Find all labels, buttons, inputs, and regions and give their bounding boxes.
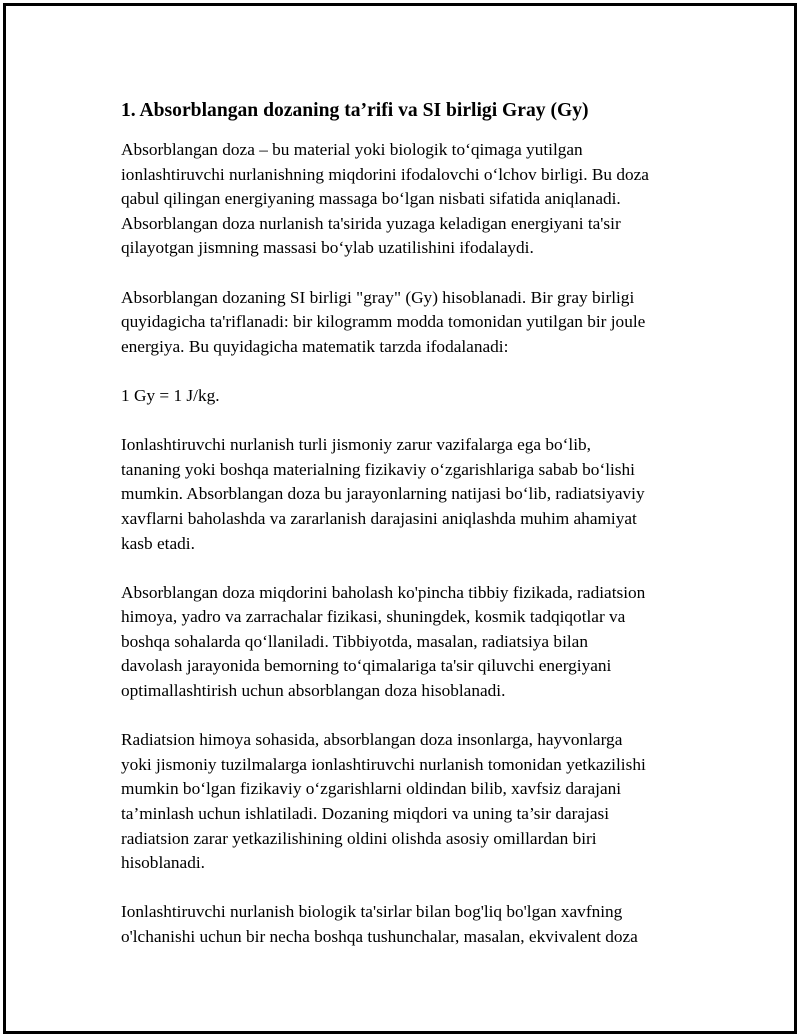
- text-line: Absorblangan doza miqdorini baholash ko'pincha tibbiy fizikada, radiatsion: [121, 582, 646, 602]
- text-line: ta’minlash uchun ishlatiladi. Dozaning miqdori va uning ta’sir darajasi: [121, 804, 610, 824]
- text-line: Absorblangan dozaning SI birligi "gray" (Gy) hisoblanadi. Bir gray birligi: [121, 287, 635, 307]
- text-line: Absorblangan doza – bu material yoki biologik to‘qimaga yutilgan: [121, 140, 583, 159]
- text-line: energiya. Bu quyidagicha matematik tarzda ifodalanadi:: [121, 336, 509, 356]
- text-line: o'lchanishi uchun bir necha boshqa tushunchalar, masalan, ekvivalent doza: [121, 927, 638, 946]
- text-line: yoki jismoniy tuzilmalarga ionlashtiruvchi nurlanish tomonidan yetkazilishi: [121, 754, 646, 774]
- text-line: xavflarni baholashda va zararlanish darajasini aniqlashda muhim ahamiyat: [121, 508, 637, 528]
- paragraph-applications: [121, 581, 691, 704]
- formula-line: 1 Gy = 1 J/kg.: [121, 385, 220, 405]
- text-line: optimallashtirish uchun absorblangan doza hisoblanadi.: [121, 681, 506, 701]
- text-line: hisoblanadi.: [121, 853, 205, 873]
- text-line: davolash jarayonida bemorning to‘qimalariga ta'sir qiluvchi energiyani: [121, 656, 612, 676]
- text-line: mumkin. Absorblangan doza bu jarayonlarning natijasi bo‘lib, radiatsiyaviy: [121, 484, 645, 504]
- text-line: Absorblangan doza nurlanish ta'sirida yuzaga keladigan energiyani ta'sir: [121, 213, 621, 233]
- paragraph-biological-effects: [121, 900, 691, 949]
- text-line: qilayotgan jismning massasi bo‘ylab uzatilishini ifodalaydi.: [121, 238, 534, 258]
- text-line: boshqa sohalarda qo‘llaniladi. Tibbiyotda, masalan, radiatsiya bilan: [121, 631, 588, 651]
- text-line: Ionlashtiruvchi nurlanish biologik ta'sirlar bilan bog'liq bo'lgan xavfning: [121, 902, 623, 922]
- paragraph-si-unit: [121, 286, 691, 360]
- text-line: kasb etadi.: [121, 533, 195, 553]
- text-line: ionlashtiruvchi nurlanishning miqdorini ifodalovchi o‘lchov birligi. Bu doza: [121, 164, 649, 184]
- text-line: tananing yoki boshqa materialning fizikaviy o‘zgarishlariga sabab bo‘lishi: [121, 459, 635, 479]
- section-heading: 1. Absorblangan dozaning ta’rifi va SI birligi Gray (Gy): [121, 100, 589, 121]
- paragraph-formula: [121, 384, 691, 409]
- text-line: qabul qilingan energiyaning massaga bo‘lgan nisbati sifatida aniqlanadi.: [121, 189, 621, 209]
- page-frame: [3, 3, 797, 1034]
- text-line: radiatsion zarar yetkazilishining oldini olishda asosiy omillardan biri: [121, 828, 597, 848]
- text-line: Ionlashtiruvchi nurlanish turli jismoniy zarur vazifalarga ega bo‘lib,: [121, 435, 591, 455]
- text-line: quyidagicha ta'riflanadi: bir kilogramm modda tomonidan yutilgan bir joule: [121, 312, 646, 332]
- text-line: Radiatsion himoya sohasida, absorblangan doza insonlarga, hayvonlarga: [121, 730, 623, 750]
- paragraph-definition: [121, 138, 691, 261]
- paragraph-effects: [121, 433, 691, 556]
- document-body: [121, 97, 691, 974]
- text-line: himoya, yadro va zarrachalar fizikasi, shuningdek, kosmik tadqiqotlar va: [121, 607, 626, 627]
- text-line: mumkin bo‘lgan fizikaviy o‘zgarishlarni oldindan bilib, xavfsiz darajani: [121, 779, 622, 799]
- paragraph-radiation-protection: [121, 728, 691, 876]
